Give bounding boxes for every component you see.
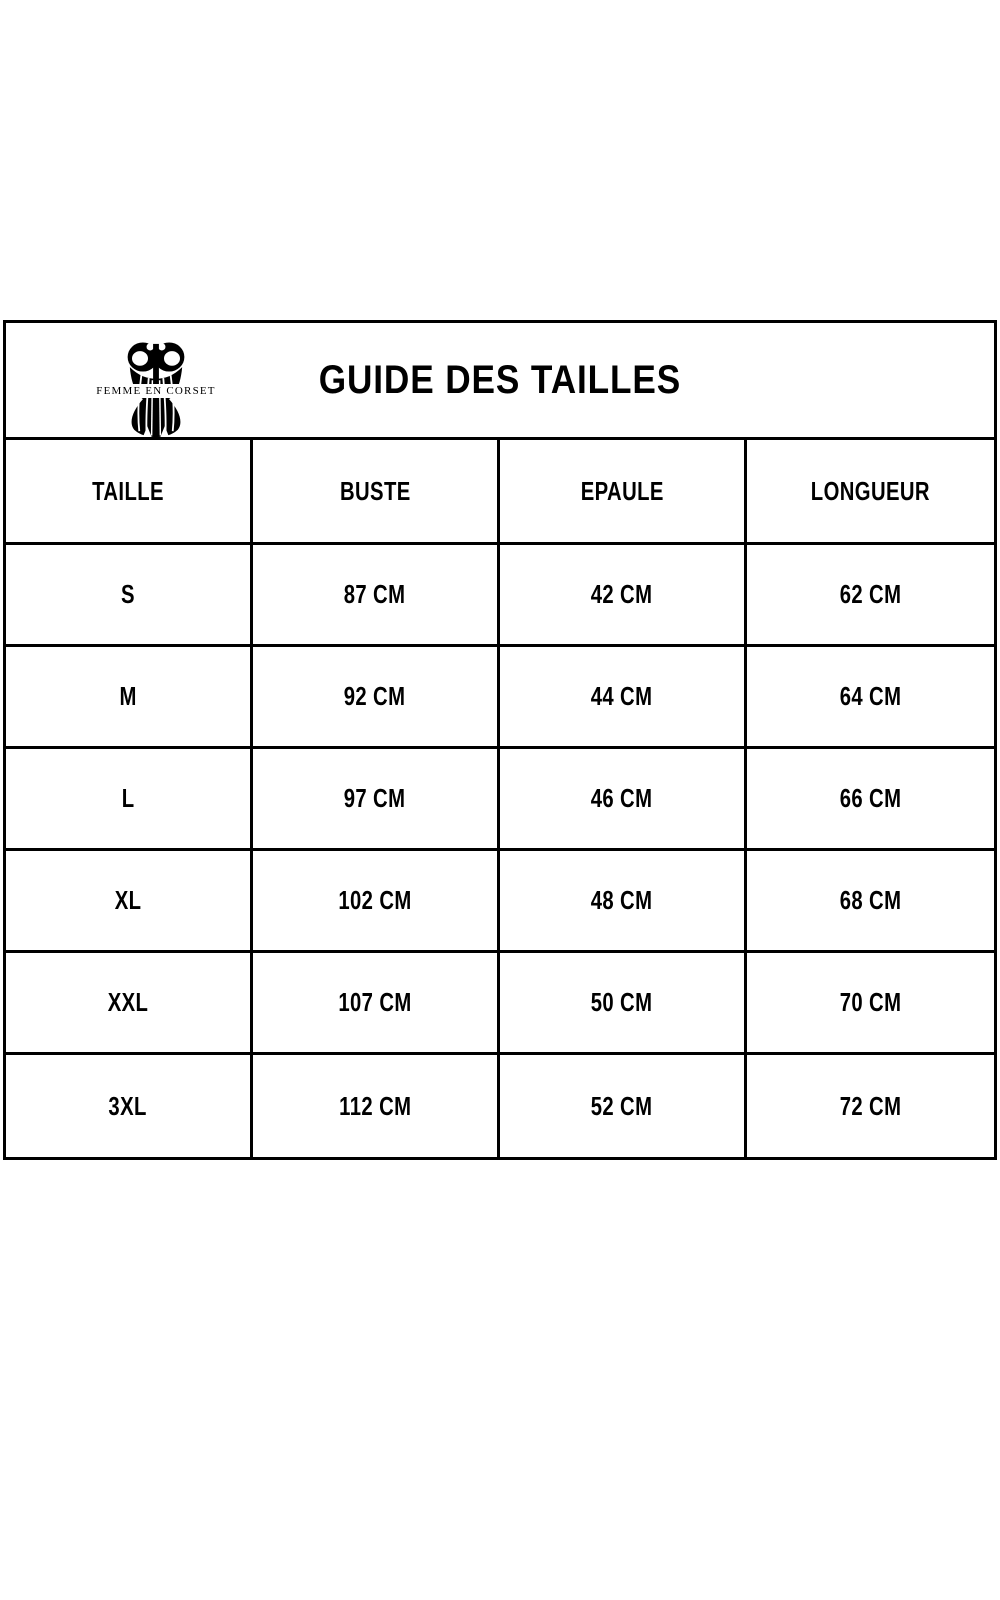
column-header-taille: TAILLE [6, 440, 253, 545]
brand-name: FEMME EN CORSET [93, 384, 218, 398]
cell-longueur: 70 CM [747, 953, 994, 1055]
column-header-buste: BUSTE [253, 440, 500, 545]
cell-buste: 102 CM [253, 851, 500, 953]
cell-longueur: 66 CM [747, 749, 994, 851]
brand-logo [94, 341, 218, 439]
cell-epaule: 44 CM [500, 647, 747, 749]
size-grid [6, 440, 994, 1157]
cell-epaule: 52 CM [500, 1055, 747, 1157]
table-header-band [6, 323, 994, 440]
cell-size: S [6, 545, 253, 647]
cell-size: L [6, 749, 253, 851]
cell-buste: 107 CM [253, 953, 500, 1055]
cell-buste: 92 CM [253, 647, 500, 749]
cell-epaule: 46 CM [500, 749, 747, 851]
size-guide-table [3, 320, 997, 1160]
cell-size: M [6, 647, 253, 749]
cell-longueur: 64 CM [747, 647, 994, 749]
cell-longueur: 62 CM [747, 545, 994, 647]
cell-buste: 97 CM [253, 749, 500, 851]
cell-epaule: 42 CM [500, 545, 747, 647]
page-title: GUIDE DES TAILLES [318, 357, 682, 402]
column-header-longueur: LONGUEUR [747, 440, 994, 545]
cell-size: XXL [6, 953, 253, 1055]
cell-longueur: 72 CM [747, 1055, 994, 1157]
cell-size: 3XL [6, 1055, 253, 1157]
column-header-epaule: EPAULE [500, 440, 747, 545]
cell-longueur: 68 CM [747, 851, 994, 953]
cell-epaule: 48 CM [500, 851, 747, 953]
cell-buste: 112 CM [253, 1055, 500, 1157]
cell-size: XL [6, 851, 253, 953]
cell-buste: 87 CM [253, 545, 500, 647]
cell-epaule: 50 CM [500, 953, 747, 1055]
